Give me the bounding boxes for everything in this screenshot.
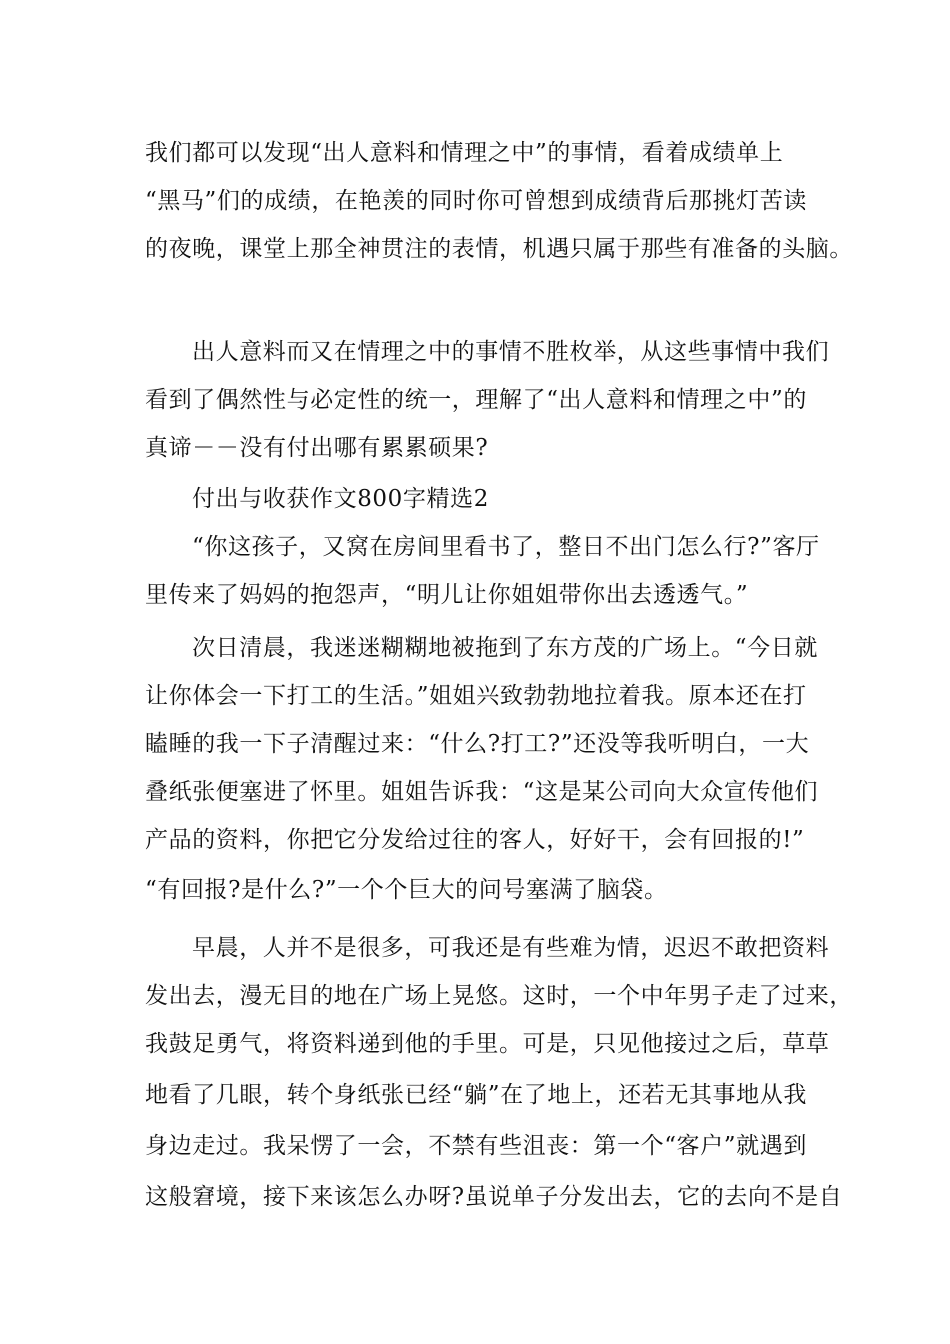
text-line: 看到了偶然性与必定性的统一，理解了“出人意料和情理之中”的 bbox=[145, 387, 807, 413]
text-line: 叠纸张便塞进了怀里。姐姐告诉我：“这是某公司向大众宣传他们 bbox=[145, 779, 819, 805]
text-line: “黑马”们的成绩，在艳羡的同时你可曾想到成绩背后那挑灯苦读 bbox=[145, 188, 807, 214]
text-line: 我鼓足勇气，将资料递到他的手里。可是，只见他接过之后，草草 bbox=[145, 1031, 830, 1057]
text-line: 身边走过。我呆愣了一会，不禁有些沮丧：第一个“客户”就遇到 bbox=[145, 1133, 807, 1159]
text-line: 早晨，人并不是很多，可我还是有些难为情，迟迟不敢把资料 bbox=[192, 935, 830, 961]
text-line: 地看了几眼，转个身纸张已经“躺”在了地上，还若无其事地从我 bbox=[145, 1082, 807, 1108]
text-line: 次日清晨，我迷迷糊糊地被拖到了东方茂的广场上。“今日就 bbox=[192, 635, 818, 661]
section-heading: 付出与收获作文800字精选2 bbox=[192, 486, 489, 512]
text-line: 瞌睡的我一下子清醒过来：“什么?打工?”还没等我听明白，一大 bbox=[145, 731, 810, 757]
text-line: 让你体会一下打工的生活。”姐姐兴致勃勃地拉着我。原本还在打 bbox=[145, 683, 807, 709]
text-line: 真谛－－没有付出哪有累累硕果? bbox=[145, 435, 489, 461]
text-line: 里传来了妈妈的抱怨声，“明儿让你姐姐带你出去透透气。” bbox=[145, 582, 749, 608]
text-line: 产品的资料，你把它分发给过往的客人，好好干，会有回报的!” bbox=[145, 827, 805, 853]
text-line: 发出去，漫无目的地在广场上晃悠。这时，一个中年男子走了过来， bbox=[145, 983, 853, 1009]
text-line: 的夜晚，课堂上那全神贯注的表情，机遇只属于那些有准备的头脑。 bbox=[145, 236, 853, 262]
text-line: “你这孩子，又窝在房间里看书了，整日不出门怎么行?”客厅 bbox=[192, 534, 820, 560]
text-line: 出人意料而又在情理之中的事情不胜枚举，从这些事情中我们 bbox=[192, 339, 830, 365]
text-line: 我们都可以发现“出人意料和情理之中”的事情，看着成绩单上 bbox=[145, 140, 784, 166]
text-line: 这般窘境，接下来该怎么办呀?虽说单子分发出去，它的去向不是自 bbox=[145, 1184, 843, 1210]
text-line: “有回报?是什么?”一个个巨大的问号塞满了脑袋。 bbox=[145, 877, 668, 903]
